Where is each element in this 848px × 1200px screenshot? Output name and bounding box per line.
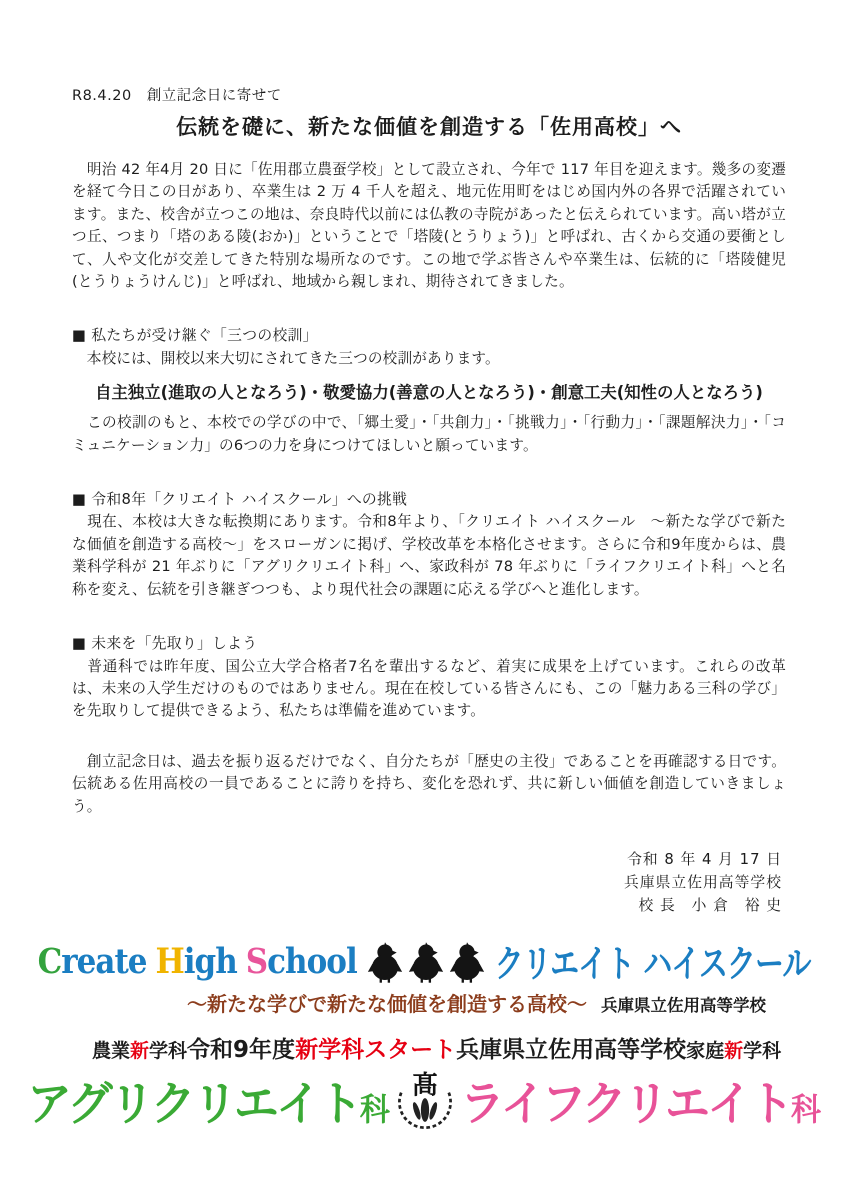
section-paragraph-create-high-school: 現在、本校は大きな転換期にあります。令和8年より、「クリエイト ハイスクール ～新たな学びで新たな価値を創造する高校～」をスローガンに掲げ、学校改革を本格化させます。さらに令和9年度からは、農業科学科が 21 年ぶりに「アグリクリエイト科」へ、家政科が 78 年ぶりに「ライフクリエイト科」へと名称を変え、伝統を引き継ぎつつも、より現代社会の課題に応える学びへと進化します。 <box>72 513 786 598</box>
banner-school-name: 兵庫県立佐用高等学校 <box>601 995 766 1015</box>
banner-subtitle-row <box>0 988 848 1017</box>
intro-paragraph: 明治 42 年4月 20 日に「佐用郡立農蚕学校」として設立され、今年で 117 年目を迎えます。幾多の変遷を経て今日この日があり、卒業生は 2 万 4 千人を超え、地元佐用町をはじめ国内外の各界で活躍されています。また、校舎が立つこの地は、奈良時代以前には仏教の寺院があったと伝えられています。高い塔が立つ丘、つまり「塔のある陵(おか)」ということで「塔陵(とうりょう)」と呼ばれ、古くから交通の要衝として、人や文化が交差してきた特別な場所なのです。この地で学ぶ皆さんや卒業生は、伝統的に「塔陵健児(とうりょうけんじ)」と呼ばれ、地域から親しまれ、期待されてきました。 <box>72 161 786 291</box>
school-emblem-icon <box>393 1067 457 1131</box>
date-line: R8.4.20 創立記念日に寄せて <box>72 88 282 104</box>
departments-banner-top-row <box>0 1031 848 1064</box>
section-lead-mottos: 本校には、開校以来大切にされてきた三つの校訓があります。 <box>72 349 500 367</box>
section-heading-create-high-school: ■ 令和8年「クリエイト ハイスクール」への挑戦 <box>72 491 408 509</box>
departments-school-name: 兵庫県立佐用高等学校 <box>456 1036 687 1063</box>
banner-word-high: High <box>155 941 237 983</box>
life-dept-name: ライフクリエイト科 <box>459 1075 821 1132</box>
section-paragraph-mottos: この校訓のもと、本校での学びの中で、「郷土愛」・「共創力」・「挑戦力」・「行動力」・「課題解決力」・「コミュニケーション力」の6つの力を身につけてほしいと願っています。 <box>72 414 786 454</box>
create-high-school-banner <box>0 941 848 1017</box>
svg-text:髙: 髙 <box>412 1070 438 1101</box>
signature-school: 兵庫県立佐用高等学校 <box>624 873 782 891</box>
signature-block <box>72 848 786 917</box>
signature-principal: 校 長 小 倉 裕 史 <box>638 896 782 914</box>
home-new-dept-label: 家庭新学科 <box>686 1039 782 1062</box>
banner-japanese-title: クリエイト ハイスクール <box>494 941 811 986</box>
mascot-bird-icon <box>449 941 485 983</box>
mascot-bird-icon <box>408 941 444 983</box>
new-dept-start-label: 令和9年度新学科スタート <box>187 1036 457 1063</box>
agri-new-dept-label: 農業新学科 <box>92 1039 188 1062</box>
agri-dept-name: アグリクリエイト科 <box>27 1075 390 1132</box>
mascot-bird-icon <box>367 941 403 983</box>
closing-paragraph: 創立記念日は、過去を振り返るだけでなく、自分たちが「歴史の主役」であることを再確認する日です。伝統ある佐用高校の一員であることに誇りを持ち、変化を恐れず、共に新しい価値を創造していきましょう。 <box>72 752 786 815</box>
new-departments-banner <box>0 1031 848 1132</box>
departments-banner-main-row <box>0 1067 848 1132</box>
section-heading-future: ■ 未来を「先取り」しよう <box>72 635 258 653</box>
banner-word-create: Create <box>37 941 147 983</box>
banner-word-school: School <box>245 941 357 983</box>
page-title: 伝統を礎に、新たな価値を創造する「佐用高校」へ <box>176 115 682 139</box>
section-heading-mottos: ■ 私たちが受け継ぐ「三つの校訓」 <box>72 327 318 345</box>
banner-title-row <box>0 941 848 986</box>
section-paragraph-future: 普通科では昨年度、国公立大学合格者7名を輩出するなど、着実に成果を上げています。これらの改革は、未来の入学生だけのものではありません。現在在校している皆さんにも、この「魅力ある三科の学び」を先取りして提供できるよう、私たちは準備を進めています。 <box>72 657 786 720</box>
banner-subtitle: ～新たな学びで新たな価値を創造する高校～ <box>187 991 587 1016</box>
signature-date: 令和 8 年 4 月 17 日 <box>627 850 782 868</box>
mascot-birds-group <box>365 941 487 983</box>
school-motto-line: 自主独立(進取の人となろう)・敬愛協力(善意の人となろう)・創意工夫(知性の人となろう) <box>95 383 763 403</box>
banner-english-title <box>38 942 357 982</box>
